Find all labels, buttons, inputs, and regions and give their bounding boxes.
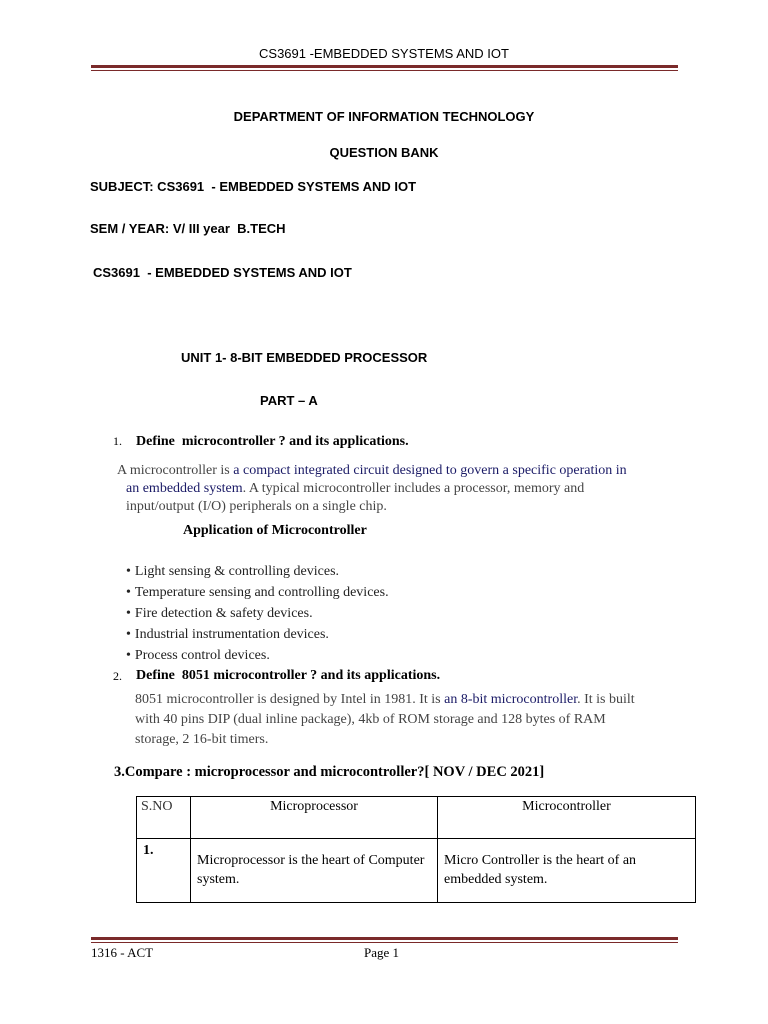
question-2: Define 8051 microcontroller ? and its applications. bbox=[136, 668, 441, 683]
footer-rule bbox=[91, 937, 678, 940]
list-item: • Industrial instrumentation devices. bbox=[126, 624, 389, 645]
answer-2-text: . It is built bbox=[577, 692, 635, 707]
answer-2-text: 8051 microcontroller is designed by Intel in 1981. It is bbox=[135, 692, 445, 707]
footer-rule-thin bbox=[91, 942, 678, 943]
answer-1-text: A microcontroller is bbox=[117, 463, 234, 478]
question-bank-title: QUESTION BANK bbox=[329, 145, 439, 160]
answer-1-text: input/output (I/O) peripherals on a single chip. bbox=[126, 499, 387, 514]
unit-title: UNIT 1- 8-BIT EMBEDDED PROCESSOR bbox=[181, 350, 428, 365]
answer-2 bbox=[135, 690, 695, 750]
answer-2-text: storage, 2 16-bit timers. bbox=[135, 732, 269, 747]
sem-year-line: SEM / YEAR: V/ III year B.TECH bbox=[90, 221, 286, 236]
table-header-row bbox=[137, 797, 696, 839]
table-header-cell: Microcontroller bbox=[438, 797, 696, 839]
answer-2-highlight: an 8-bit microcontroller bbox=[444, 692, 578, 707]
list-item: • Temperature sensing and controlling devices. bbox=[126, 582, 389, 603]
question-number: 2. bbox=[113, 669, 122, 683]
application-list bbox=[126, 561, 389, 666]
subject-line: SUBJECT: CS3691 - EMBEDDED SYSTEMS AND IOT bbox=[90, 179, 417, 194]
table-cell: Micro Controller is the heart of an embedded system. bbox=[438, 839, 696, 903]
table-header-cell: Microprocessor bbox=[191, 797, 438, 839]
answer-1-text: . A typical microcontroller includes a processor, memory and bbox=[242, 481, 585, 496]
answer-1 bbox=[117, 462, 687, 516]
part-title: PART – A bbox=[260, 393, 318, 408]
list-item: • Fire detection & safety devices. bbox=[126, 603, 389, 624]
header-rule bbox=[91, 65, 678, 68]
question-3: 3.Compare : microprocessor and microcontroller?[ NOV / DEC 2021] bbox=[114, 764, 545, 780]
answer-1-highlight: a compact integrated circuit designed to govern a specific operation in bbox=[233, 463, 627, 478]
table-cell: Microprocessor is the heart of Computer system. bbox=[191, 839, 438, 903]
department-title: DEPARTMENT OF INFORMATION TECHNOLOGY bbox=[233, 109, 535, 124]
header-rule-thin bbox=[91, 70, 678, 71]
question-1: Define microcontroller ? and its applications. bbox=[136, 434, 409, 449]
footer-left: 1316 - ACT bbox=[91, 945, 154, 960]
answer-2-text: with 40 pins DIP (dual inline package), 4kb of ROM storage and 128 bytes of RAM bbox=[135, 712, 606, 727]
comparison-table bbox=[136, 796, 696, 903]
list-item: • Light sensing & controlling devices. bbox=[126, 561, 389, 582]
table-header-cell: S.NO bbox=[137, 797, 191, 839]
running-header: CS3691 -EMBEDDED SYSTEMS AND IOT bbox=[259, 46, 509, 61]
course-line: CS3691 - EMBEDDED SYSTEMS AND IOT bbox=[93, 265, 352, 280]
page-number: Page 1 bbox=[364, 945, 400, 960]
answer-1-highlight: an embedded system bbox=[126, 481, 243, 496]
question-number: 1. bbox=[113, 434, 122, 448]
table-cell: 1. bbox=[137, 839, 191, 903]
application-heading: Application of Microcontroller bbox=[183, 523, 367, 538]
table-row bbox=[137, 839, 696, 903]
list-item: • Process control devices. bbox=[126, 645, 389, 666]
